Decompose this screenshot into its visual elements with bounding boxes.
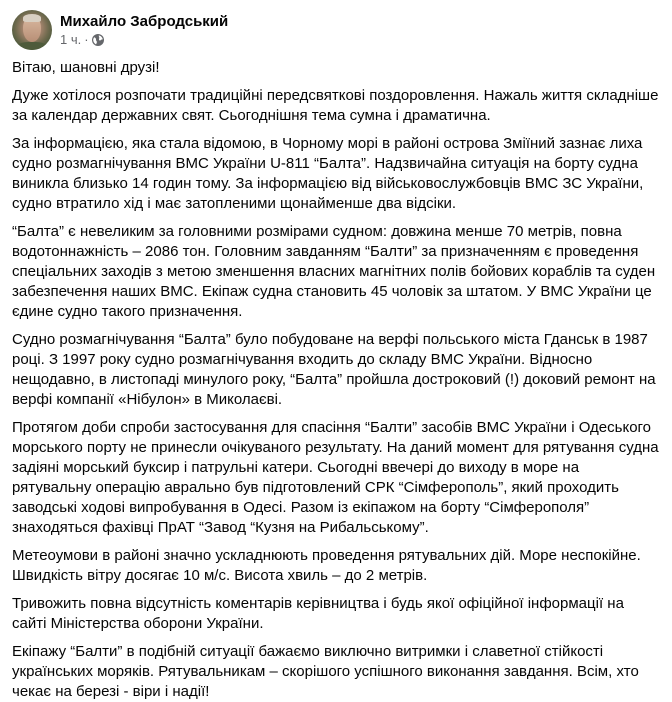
paragraph-greeting: Вітаю, шановні друзі!: [12, 59, 160, 76]
paragraph-weather: Метеоумови в районі значно ускладнюють проведення рятувальних дій. Море неспокійне. Швидкість вітру досягає 10 м/с. Висота хвиль – до 2 метрів.: [12, 547, 641, 584]
post-body: [12, 58, 660, 702]
paragraph-intro: Дуже хотілося розпочати традиційні передсвяткові поздоровлення. Нажаль життя складніше за календар державних свят. Сьогоднішня тема сумна і драматична.: [12, 87, 659, 124]
post-meta: [60, 32, 228, 48]
author-name-link[interactable]: Михайло Забродський: [60, 13, 229, 30]
paragraph-incident: За інформацією, яка стала відомою, в Чорному морі в районі острова Зміїний зазнає лиха судно розмагнічування ВМС України U-811 “Балта”. Надзвичайна ситуація на борту судна виникла близько 14 годин тому. За інформацією від військовослужбовців ВМС ЗС України, судно втратило хід і має затопленими щонайменше два відсіки.: [12, 135, 644, 212]
post-timestamp[interactable]: 1 ч.: [60, 32, 82, 47]
paragraph-wishes: Екіпажу “Балти” в подібній ситуації бажаємо виключно витримки і славетної стійкості українських моряків. Рятувальникам – скорішого успішного виконання завдання. Всім, хто чекає на березі - віри і надії!: [12, 643, 639, 700]
meta-separator: ·: [84, 32, 89, 47]
globe-icon[interactable]: [92, 34, 104, 46]
paragraph-rescue-efforts: Протягом доби спроби застосування для спасіння “Балти” засобів ВМС України і Одеського морського порту не принесли очікуваного результату. На даний момент для рятування судна задіяні морський буксир і патрульні катери. Сьогодні ввечері до виходу в море на рятувальну операцію аврально був підготовлений СРК “Сімферополь”, який проходить заводські ходові випробування в Одесі. Разом із екіпажом на борту “Сімферополя” знаходяться фахівці ПрАТ “Завод “Кузня на Рибальському”.: [12, 419, 659, 536]
header-text: [60, 12, 228, 48]
avatar-shirt: [16, 42, 48, 50]
avatar-hair: [23, 14, 41, 22]
author-avatar[interactable]: [12, 10, 52, 50]
paragraph-ship-history: Судно розмагнічування “Балта” було побудоване на верфі польського міста Гданськ в 1987 році. З 1997 року судно розмагнічування входить до складу ВМС України. Відносно нещодавно, в листопаді минулого року, “Балта” пройшла достроковий (!) доковий ремонт на верфі компанії «Нібулон» в Миколаєві.: [12, 331, 656, 408]
paragraph-ship-specs: “Балта” є невеликим за головними розмірами судном: довжина менше 70 метрів, повна водотоннажність – 2086 тон. Головним завданням “Балти” за призначенням є проведення спеціальних заходів з метою зменшення власних магнітних полів бойових кораблів та суден забезпечення наших ВМС. Екіпаж судна становить 45 чоловік за штатом. У ВМС України це єдине судно такого призначення.: [12, 223, 656, 320]
post-header: [12, 0, 660, 56]
paragraph-concern: Тривожить повна відсутність коментарів керівництва і будь якої офіційної інформації на сайті Міністерства оборони України.: [12, 595, 624, 632]
